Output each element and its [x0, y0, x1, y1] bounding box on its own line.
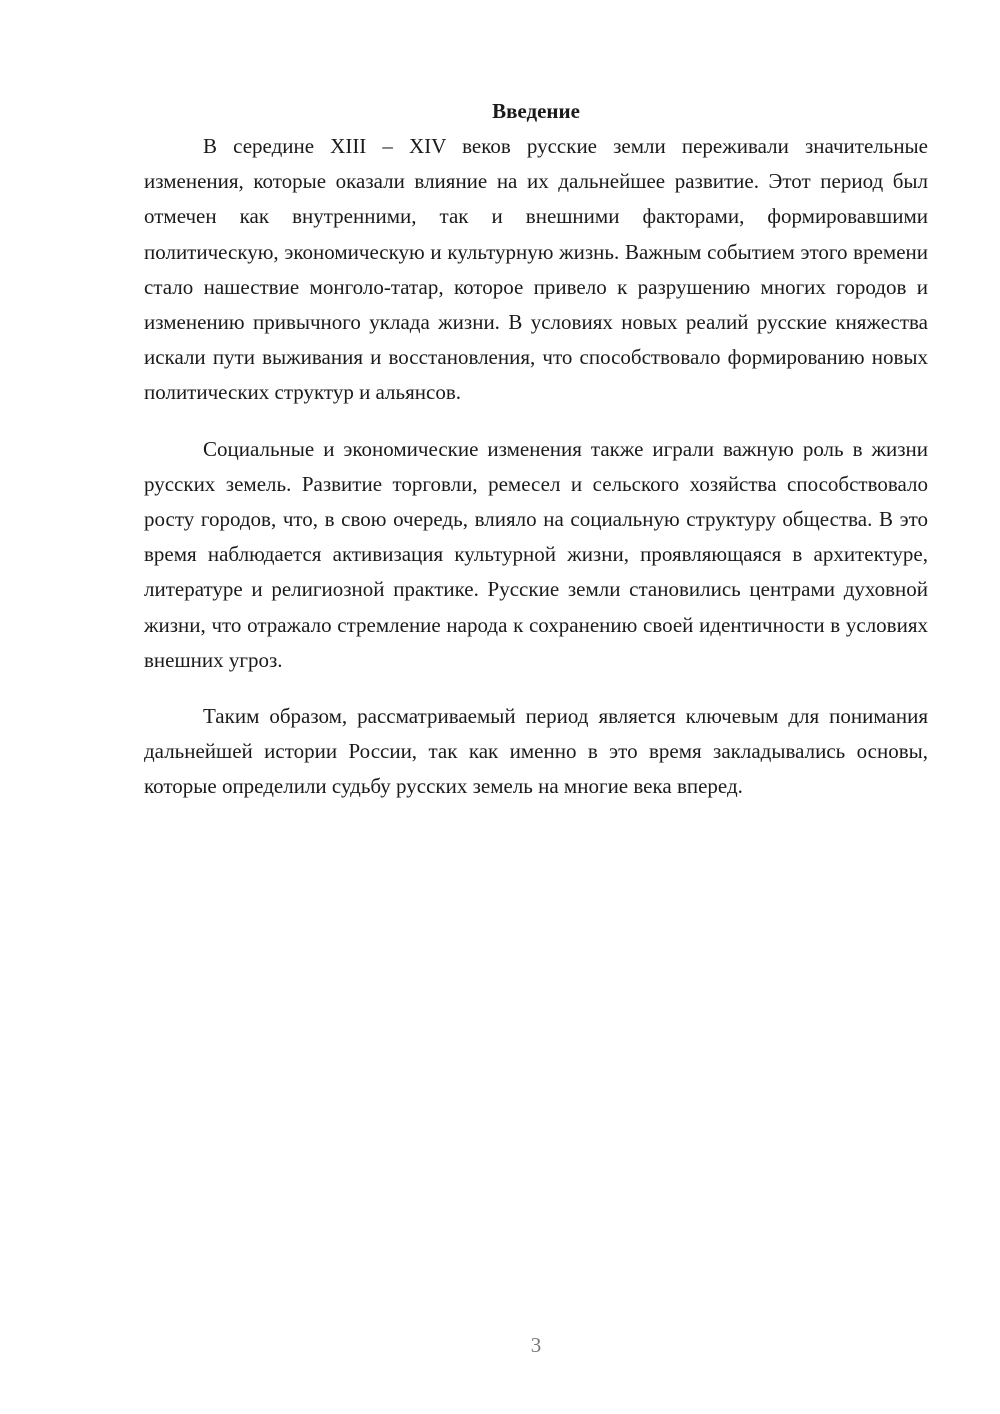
paragraph-3: Таким образом, рассматриваемый период является ключевым для понимания дальнейшей истории России, так как именно в это время закладывались основы, которые определили судьбу русских земель на многие века вперед.: [144, 704, 928, 799]
page-content: [144, 94, 928, 826]
page-number: 3: [530, 1333, 542, 1357]
paragraph-2: Социальные и экономические изменения также играли важную роль в жизни русских земель. Развитие торговли, ремесел и сельского хозяйства способствовало росту городов, что, в свою очередь, влияло на социальную структуру общества. В это время наблюдается активизация культурной жизни, проявляющаяся в архитектуре, литературе и религиозной практике. Русские земли становились центрами духовной жизни, что отражало стремление народа к сохранению своей идентичности в условиях внешних угроз.: [144, 436, 928, 672]
section-heading: Введение: [492, 99, 580, 123]
paragraph-1: В середине XIII – XIV веков русские земли переживали значительные изменения, которые оказали влияние на их дальнейшее развитие. Этот период был отмечен как внутренними, так и внешними факторами, формировавшими политическую, экономическую и культурную жизнь. Важным событием этого времени стало нашествие монголо-татар, которое привело к разрушению многих городов и изменению привычного уклада жизни. В условиях новых реалий русские княжества искали пути выживания и восстановления, что способствовало формированию новых политических структур и альянсов.: [144, 134, 928, 405]
